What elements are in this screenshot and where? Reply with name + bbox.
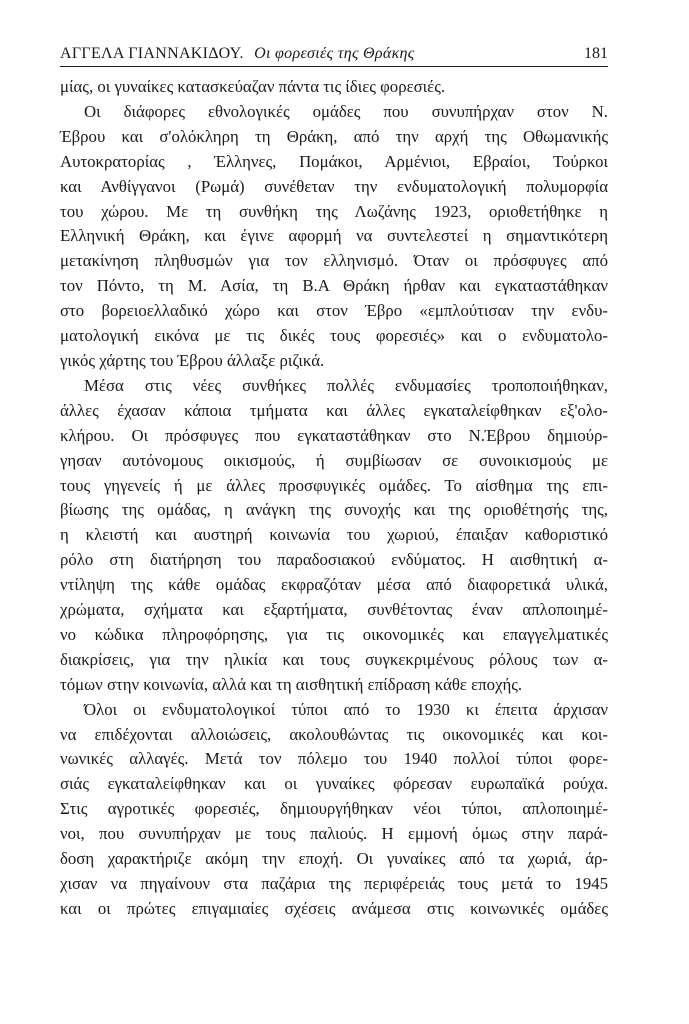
text-line: βίωσης της ομάδας, η ανάγκη της συνοχής και της οριοθέτησής της, — [60, 500, 608, 520]
paragraph — [60, 100, 608, 374]
text-line: Στις αγροτικές φορεσιές, δημιουργήθηκαν νέοι τύποι, απλοποιημέ- — [60, 799, 608, 819]
running-header — [60, 44, 608, 67]
text-line: μίας, οι γυναίκες κατασκεύαζαν πάντα τις ίδιες φορεσιές. — [60, 77, 446, 96]
text-line: ρόλο στη διατήρηση του παραδοσιακού ενδύματος. Η αισθητική α- — [60, 550, 608, 570]
text-line: Οι διάφορες εθνολογικές ομάδες που συνυπήρχαν στον Ν. — [84, 101, 608, 121]
paragraph — [60, 75, 608, 100]
page-number: 181 — [584, 45, 608, 62]
text-line: γησαν αυτόνομους οικισμούς, ή συμβίωσαν σε συνοικισμούς με — [60, 450, 608, 470]
text-line: κλήρου. Οι πρόσφυγες που εγκαταστάθηκαν στο Ν.Έβρου δημιούρ- — [60, 425, 608, 445]
text-line: στο βορειοελλαδικό χώρο και στον Έβρο «εμπλούτισαν την ενδυ- — [60, 301, 608, 321]
text-line: νωνικές αλλαγές. Μετά τον πόλεμο του 1940 πολλοί τύποι φορε- — [60, 749, 608, 769]
text-line: τους γηγενείς ή με άλλες προσφυγικές ομάδες. Το αίσθημα της επι- — [60, 475, 608, 495]
paragraph — [60, 698, 608, 922]
text-line: χισαν να πηγαίνουν στα παζάρια της περιφέρειάς τους μετά το 1945 — [60, 874, 608, 893]
text-line: να επιδέχονται αλλοιώσεις, ακολουθώντας τις οικονομικές και κοι- — [60, 724, 608, 744]
body-text — [60, 75, 608, 922]
header-book-title: Οι φορεσιές της Θράκης — [254, 45, 415, 62]
text-line: διακρίσεις, για την ηλικία και τους συγκεκριμένους ρόλους των α- — [60, 649, 608, 669]
text-line: σιάς εγκαταλείφθηκαν και οι γυναίκες φόρεσαν ευρωπαϊκά ρούχα. — [60, 774, 608, 794]
text-line: και οι πρώτες επιγαμιαίες σχέσεις ανάμεσα στις κοινωνικές ομάδες — [60, 898, 608, 918]
text-line: χρώματα, σχήματα και εξαρτήματα, συνθέτοντας έναν απλοποιημέ- — [60, 600, 608, 620]
text-line: δοση χαρακτήριζε ακόμη την εποχή. Οι γυναίκες από τα χωριά, άρ- — [60, 849, 608, 869]
text-line: ματολογική εικόνα με τις δικές τους φορεσιές» και ο ενδυματολο- — [60, 326, 608, 346]
text-line: τόμων στην κοινωνία, αλλά και τη αισθητική επίδραση κάθε εποχής. — [60, 674, 523, 694]
text-line: Έβρου και σ'ολόκληρη τη Θράκη, από την αρχή της Οθωμανικής — [60, 126, 608, 146]
header-left — [60, 44, 415, 64]
text-line: άλλες έχασαν κάποια τμήματα και άλλες εγκαταλείφθηκαν εξ'ολο- — [60, 400, 608, 420]
paragraph — [60, 374, 608, 698]
text-line: νο κώδικα πληροφόρησης, για τις οικονομικές και επαγγελματικές — [60, 624, 608, 644]
text-line: γικός χάρτης του Έβρου άλλαξε ριζικά. — [60, 350, 325, 370]
text-line: η κλειστή και αυστηρή κοινωνία του χωριού, έπαιξαν καθοριστικό — [60, 525, 608, 545]
text-line: Όλοι οι ενδυματολογικοί τύποι από το 1930 κι έπειτα άρχισαν — [84, 699, 608, 719]
text-line: ντίληψη της κάθε ομάδας εκφραζόταν μέσα από διαφορετικά υλικά, — [60, 575, 608, 595]
text-line: και Ανθίγγανοι (Ρωμά) συνέθεταν την ενδυματολογική πολυμορφία — [60, 176, 608, 196]
text-line: του χώρου. Με τη συνθήκη της Λωζάνης 1923, οριοθετήθηκε η — [60, 201, 608, 221]
text-line: νοι, που συνυπήρχαν με τους παλιούς. Η εμμονή όμως στην παρά- — [60, 824, 608, 844]
text-line: Ελληνική Θράκη, και έγινε αφορμή να συντελεστεί η σημαντικότερη — [60, 226, 608, 246]
text-line: τον Πόντο, τη Μ. Ασία, τη Β.Α Θράκη ήρθαν και εγκαταστάθηκαν — [60, 276, 608, 296]
book-page — [60, 44, 608, 922]
text-line: Μέσα στις νέες συνθήκες πολλές ενδυμασίες τροποποιήθηκαν, — [84, 375, 608, 395]
text-line: μετακίνηση πληθυσμών για τον ελληνισμό. Όταν οι πρόσφυγες από — [60, 251, 608, 271]
text-line: Αυτοκρατορίας , Έλληνες, Πομάκοι, Αρμένιοι, Εβραίοι, Τούρκοι — [60, 151, 608, 171]
header-author: ΑΓΓΕΛΑ ΓΙΑΝΝΑΚΙΔΟΥ. — [60, 45, 244, 62]
